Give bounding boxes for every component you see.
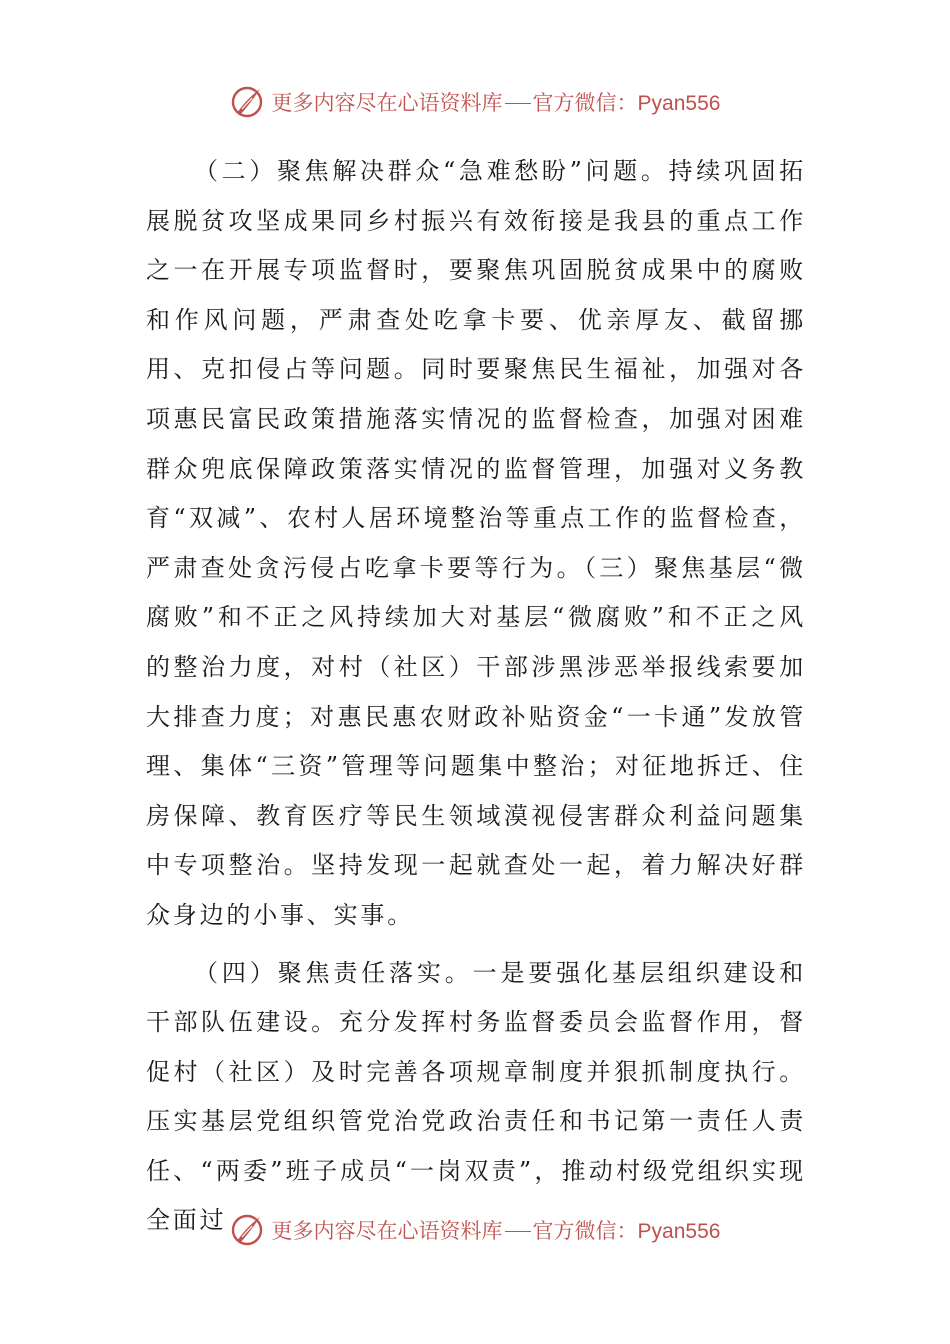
watermark-label: 官方微信：: [532, 1219, 638, 1243]
footer-watermark: [0, 1210, 950, 1250]
watermark-text: [272, 87, 721, 117]
header-watermark: [0, 82, 950, 122]
pen-nib-logo-icon: [230, 84, 266, 120]
paragraph-section-4: （四）聚焦责任落实。一是要强化基层组织建设和干部队伍建设。充分发挥村务监督委员会监督作用，督促村（社区）及时完善各项规章制度并狠抓制度执行。压实基层党组织管党治党政治责任和书记第一责任人责任、“两委”班子成员“一岗双责”，推动村级党组织实现全面过: [146, 958, 806, 1235]
pen-nib-logo-icon: [230, 1212, 266, 1248]
watermark-wechat-id: Pyan556: [637, 1220, 721, 1243]
watermark-dash: [505, 1231, 531, 1233]
watermark-brand: 更多内容尽在心语资料库: [271, 91, 503, 115]
watermark-text: [272, 1215, 721, 1245]
watermark-brand: 更多内容尽在心语资料库: [271, 1219, 503, 1243]
document-body: [146, 147, 806, 1246]
watermark-label: 官方微信：: [532, 91, 638, 115]
watermark-wechat-id: Pyan556: [637, 92, 721, 115]
watermark-dash: [505, 103, 531, 105]
paragraph-section-2-3: （二）聚焦解决群众“急难愁盼”问题。持续巩固拓展脱贫攻坚成果同乡村振兴有效衔接是我县的重点工作之一在开展专项监督时，要聚焦巩固脱贫成果中的腐败和作风问题，严肃查处吃拿卡要、优亲厚友、截留挪用、克扣侵占等问题。同时要聚焦民生福祉，加强对各项惠民富民政策措施落实情况的监督检查，加强对困难群众兜底保障政策落实情况的监督管理，加强对义务教育“双减”、农村人居环境整治等重点工作的监督检查，严肃查处贪污侵占吃拿卡要等行为。（三）聚焦基层“微腐败”和不正之风持续加大对基层“微腐败”和不正之风的整治力度，对村（社区）干部涉黑涉恶举报线索要加大排查力度；对惠民惠农财政补贴资金“一卡通”发放管理、集体“三资”管理等问题集中整治；对征地拆迁、住房保障、教育医疗等民生领域漠视侵害群众利益问题集中专项整治。坚持发现一起就查处一起，着力解决好群众身边的小事、实事。: [146, 157, 806, 929]
